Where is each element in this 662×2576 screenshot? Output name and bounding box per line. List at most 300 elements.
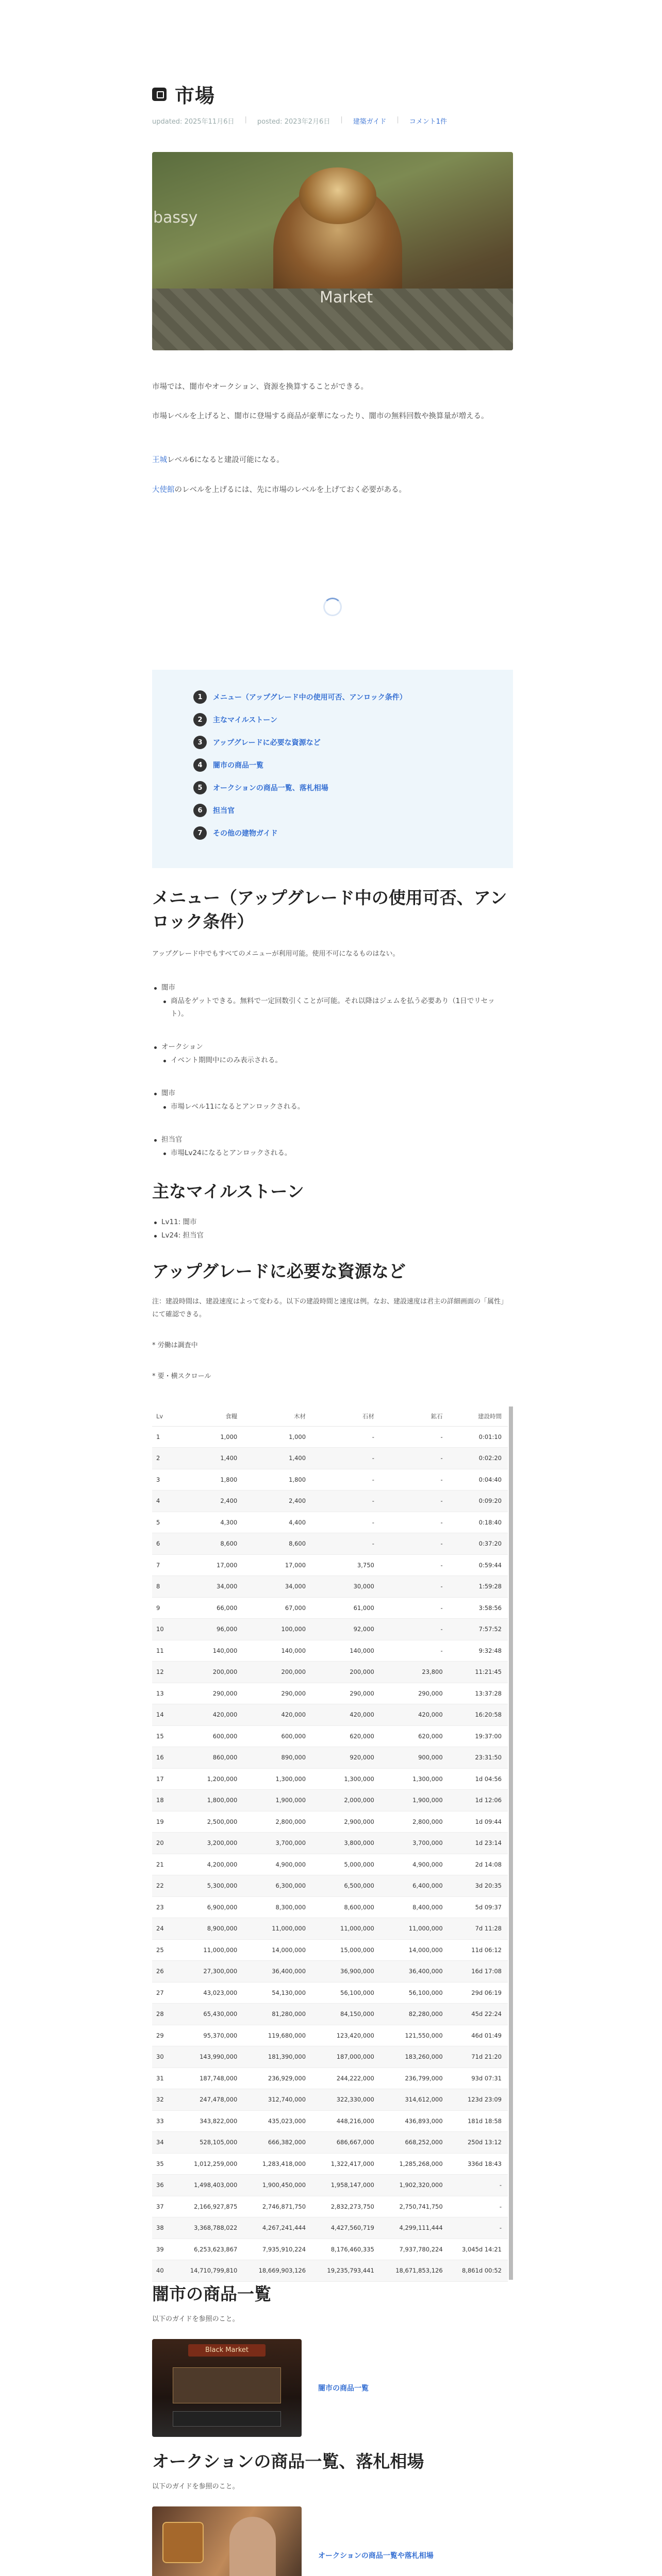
table-cell: 34,000 — [175, 1576, 243, 1598]
section-title-menu: メニュー（アップグレード中の使用可否、アンロック条件） — [152, 888, 507, 932]
table-cell: - — [312, 1426, 380, 1448]
table-cell: 21 — [152, 1854, 175, 1875]
table-cell: 343,822,000 — [175, 2110, 243, 2132]
table-cell: 9 — [152, 1597, 175, 1619]
table-cell: 0:01:10 — [449, 1426, 508, 1448]
table-cell: 8,900,000 — [175, 1918, 243, 1940]
table-cell: 6,400,000 — [380, 1875, 449, 1897]
intro-text-1: 市場では、闇市やオークション、資源を換算することができる。 — [152, 383, 369, 391]
table-header-cell: 食糧 — [175, 1406, 243, 1426]
table-cell: 3,750 — [312, 1554, 380, 1576]
table-cell: 1,900,450,000 — [243, 2175, 312, 2196]
post-meta: updated: 2025年11月6日 | posted: 2023年2月6日 | 建築ガイド | コメント1件 — [152, 116, 448, 126]
table-row — [152, 2089, 508, 2111]
table-row — [152, 2046, 508, 2068]
section-title-milestone: 主なマイルストーン — [152, 1181, 304, 1201]
table-row — [152, 2260, 508, 2282]
table-cell: 9:32:48 — [449, 1640, 508, 1662]
table-cell: 6,900,000 — [175, 1896, 243, 1918]
table-cell: - — [449, 2217, 508, 2239]
table-row — [152, 2196, 508, 2217]
table-cell: 36 — [152, 2175, 175, 2196]
resource-table-scroll[interactable] — [152, 1406, 513, 2280]
table-cell: - — [380, 1619, 449, 1640]
table-row — [152, 1426, 508, 1448]
table-cell: 7 — [152, 1554, 175, 1576]
table-row — [152, 1790, 508, 1811]
table-cell: 19 — [152, 1811, 175, 1833]
table-cell: 65,430,000 — [175, 2004, 243, 2025]
table-cell: 3 — [152, 1469, 175, 1490]
table-cell: 11,000,000 — [380, 1918, 449, 1940]
auction-note: 以下のガイドを参照のこと。 — [152, 2483, 239, 2490]
table-cell: 620,000 — [380, 1725, 449, 1747]
table-cell: 4,267,241,444 — [243, 2217, 312, 2239]
blackmarket-note: 以下のガイドを参照のこと。 — [152, 2315, 239, 2323]
table-cell: 250d 13:12 — [449, 2132, 508, 2154]
table-cell: 3,700,000 — [243, 1833, 312, 1854]
table-row — [152, 1533, 508, 1555]
table-cell: 143,990,000 — [175, 2046, 243, 2068]
table-cell: 11:21:45 — [449, 1662, 508, 1683]
table-cell: 14,710,799,810 — [175, 2260, 243, 2282]
table-cell: 183,260,000 — [380, 2046, 449, 2068]
table-cell: 0:09:20 — [449, 1490, 508, 1512]
table-header-cell: 建設時間 — [449, 1406, 508, 1426]
table-row — [152, 1704, 508, 1726]
table-cell: 5,000,000 — [312, 1854, 380, 1875]
table-cell: 1,902,320,000 — [380, 2175, 449, 2196]
table-cell: 1,300,000 — [312, 1768, 380, 1790]
table-cell: 920,000 — [312, 1747, 380, 1769]
blackmarket-card[interactable] — [152, 2339, 369, 2437]
table-cell: 8,600 — [175, 1533, 243, 1555]
table-cell: 32 — [152, 2089, 175, 2111]
table-cell: 56,100,000 — [312, 1982, 380, 2004]
table-cell: 36,900,000 — [312, 1961, 380, 1982]
table-cell: 1,400 — [175, 1448, 243, 1469]
blackmarket-thumbnail: Black Market — [152, 2339, 302, 2437]
table-cell: 1,012,259,000 — [175, 2153, 243, 2175]
table-cell: 3,200,000 — [175, 1833, 243, 1854]
table-row — [152, 2004, 508, 2025]
table-cell: 860,000 — [175, 1747, 243, 1769]
toc-item[interactable]: 7 その他の建物ガイド — [193, 826, 278, 840]
castle-link[interactable]: 王城 — [152, 456, 167, 464]
table-cell: 187,748,000 — [175, 2067, 243, 2089]
table-cell: 2,500,000 — [175, 1811, 243, 1833]
table-cell: 56,100,000 — [380, 1982, 449, 2004]
table-cell: - — [312, 1512, 380, 1533]
table-row — [152, 1512, 508, 1533]
table-cell: 236,929,000 — [243, 2067, 312, 2089]
table-cell: 27,300,000 — [175, 1961, 243, 1982]
table-cell: 3d 20:35 — [449, 1875, 508, 1897]
table-cell: 11d 06:12 — [449, 1939, 508, 1961]
table-cell: 1,498,403,000 — [175, 2175, 243, 2196]
resource-table — [152, 1406, 508, 2282]
table-cell: 528,105,000 — [175, 2132, 243, 2154]
table-cell: 4,427,560,719 — [312, 2217, 380, 2239]
table-cell: 2d 14:08 — [449, 1854, 508, 1875]
table-cell: 29d 06:19 — [449, 1982, 508, 2004]
table-cell: - — [380, 1533, 449, 1555]
table-cell: 900,000 — [380, 1747, 449, 1769]
table-cell: 66,000 — [175, 1597, 243, 1619]
embassy-link[interactable]: 大使館 — [152, 486, 175, 494]
section-title-auction: オークションの商品一覧、落札相場 — [152, 2451, 424, 2471]
table-cell: 11,000,000 — [243, 1918, 312, 1940]
toc-item[interactable]: 1 メニュー（アップグレード中の使用可否、アンロック条件） — [193, 690, 407, 704]
table-cell: 30 — [152, 2046, 175, 2068]
table-cell: 35 — [152, 2153, 175, 2175]
table-cell: 26 — [152, 1961, 175, 1982]
table-of-contents — [152, 670, 513, 868]
table-cell: 14,000,000 — [380, 1939, 449, 1961]
milestone-list: Lv11: 闇市 Lv24: 担当官 — [152, 1216, 204, 1242]
table-cell: 1,283,418,000 — [243, 2153, 312, 2175]
table-cell: 2,800,000 — [380, 1811, 449, 1833]
table-cell: 95,370,000 — [175, 2025, 243, 2046]
table-cell: - — [312, 1448, 380, 1469]
menu-note: アップグレード中でもすべてのメニューが利用可能。使用不可になるものはない。 — [152, 950, 400, 958]
table-cell: 6,253,623,867 — [175, 2239, 243, 2260]
table-cell: 1,400 — [243, 1448, 312, 1469]
toc-item[interactable]: 4 闇市の商品一覧 — [193, 758, 263, 772]
table-cell: 46d 01:49 — [449, 2025, 508, 2046]
table-cell: - — [380, 1576, 449, 1598]
table-row — [152, 1469, 508, 1490]
table-cell: 1,300,000 — [243, 1768, 312, 1790]
menu-list: 闇市 商品をゲットできる。無料で一定回数引くことが可能。それ以降はジェムを払う必要あり（1日でリセット）。 — [152, 981, 502, 1021]
auction-card[interactable] — [152, 2506, 434, 2576]
table-cell: 1,200,000 — [175, 1768, 243, 1790]
table-cell: 1,800,000 — [175, 1790, 243, 1811]
table-cell: 200,000 — [243, 1662, 312, 1683]
table-cell: 18,671,853,126 — [380, 2260, 449, 2282]
table-cell: 30,000 — [312, 1576, 380, 1598]
table-header-cell: 石材 — [312, 1406, 380, 1426]
table-cell: 34 — [152, 2132, 175, 2154]
table-cell: 7d 11:28 — [449, 1918, 508, 1940]
table-row — [152, 1896, 508, 1918]
table-cell: 1d 23:14 — [449, 1833, 508, 1854]
table-cell: - — [380, 1512, 449, 1533]
auction-thumbnail — [152, 2506, 302, 2576]
table-cell: 13:37:28 — [449, 1683, 508, 1704]
table-cell: 12 — [152, 1662, 175, 1683]
table-cell: 84,150,000 — [312, 2004, 380, 2025]
table-cell: 67,000 — [243, 1597, 312, 1619]
table-cell: 2,746,871,750 — [243, 2196, 312, 2217]
table-cell: 600,000 — [243, 1725, 312, 1747]
table-cell: 3,700,000 — [380, 1833, 449, 1854]
table-cell: 3,368,788,022 — [175, 2217, 243, 2239]
table-cell: 8,300,000 — [243, 1896, 312, 1918]
table-cell: 436,893,000 — [380, 2110, 449, 2132]
table-cell: 96,000 — [175, 1619, 243, 1640]
table-cell: 1,958,147,000 — [312, 2175, 380, 2196]
table-row — [152, 1725, 508, 1747]
table-cell: 23,800 — [380, 1662, 449, 1683]
table-cell: 322,330,000 — [312, 2089, 380, 2111]
table-cell: 187,000,000 — [312, 2046, 380, 2068]
table-cell: 119,680,000 — [243, 2025, 312, 2046]
toc-item[interactable]: 5 オークションの商品一覧、落札相場 — [193, 781, 328, 794]
table-cell: 1,000 — [175, 1426, 243, 1448]
table-cell: 28 — [152, 2004, 175, 2025]
table-cell: 6,300,000 — [243, 1875, 312, 1897]
table-row — [152, 1918, 508, 1940]
table-row — [152, 2025, 508, 2046]
table-cell: 1,322,417,000 — [312, 2153, 380, 2175]
table-cell: 2,400 — [243, 1490, 312, 1512]
table-row — [152, 1640, 508, 1662]
table-cell: - — [380, 1426, 449, 1448]
table-cell: 1:59:28 — [449, 1576, 508, 1598]
table-cell: 200,000 — [312, 1662, 380, 1683]
table-cell: 435,023,000 — [243, 2110, 312, 2132]
table-cell: 123d 23:09 — [449, 2089, 508, 2111]
table-cell: 1d 09:44 — [449, 1811, 508, 1833]
table-cell: 8,400,000 — [380, 1896, 449, 1918]
hero-label-left: bassy — [153, 209, 198, 227]
table-cell: 7,937,780,224 — [380, 2239, 449, 2260]
table-cell: 290,000 — [243, 1683, 312, 1704]
table-cell: 121,550,000 — [380, 2025, 449, 2046]
table-cell: 5d 09:37 — [449, 1896, 508, 1918]
table-cell: 312,740,000 — [243, 2089, 312, 2111]
table-cell: 8,600 — [243, 1533, 312, 1555]
table-cell: 19,235,793,441 — [312, 2260, 380, 2282]
table-cell: 11,000,000 — [312, 1918, 380, 1940]
page-heading: 市場 — [175, 84, 216, 107]
table-cell: 15 — [152, 1725, 175, 1747]
table-cell: 34,000 — [243, 1576, 312, 1598]
table-row — [152, 2217, 508, 2239]
table-header-cell: 鉱石 — [380, 1406, 449, 1426]
table-cell: 13 — [152, 1683, 175, 1704]
blackmarket-link[interactable]: 闇市の商品一覧 — [318, 2384, 369, 2393]
table-cell: 61,000 — [312, 1597, 380, 1619]
table-cell: - — [380, 1597, 449, 1619]
table-cell: 420,000 — [312, 1704, 380, 1726]
section-title-resources: アップグレードに必要な資源など — [152, 1261, 406, 1281]
table-cell: 666,382,000 — [243, 2132, 312, 2154]
table-cell: 10 — [152, 1619, 175, 1640]
table-cell: 2 — [152, 1448, 175, 1469]
resource-note: 注：建設時間は、建設速度によって変わる。以下の建設時間と速度は例。なお、建設速度は君主の詳細画面の「属性」にて確認できる。 — [152, 1298, 508, 1318]
table-cell: 140,000 — [312, 1640, 380, 1662]
table-cell: - — [449, 2196, 508, 2217]
table-cell: 36,400,000 — [380, 1961, 449, 1982]
table-cell: 4,400 — [243, 1512, 312, 1533]
table-cell: 8,861d 00:52 — [449, 2260, 508, 2282]
table-header-cell: Lv — [152, 1406, 175, 1426]
toc-item[interactable]: 3 アップグレードに必要な資源など — [193, 736, 321, 749]
table-cell: 27 — [152, 1982, 175, 2004]
table-cell: 2,832,273,750 — [312, 2196, 380, 2217]
table-cell: 4,300 — [175, 1512, 243, 1533]
table-cell: 420,000 — [243, 1704, 312, 1726]
hero-image — [152, 152, 513, 350]
table-cell: 3,045d 14:21 — [449, 2239, 508, 2260]
table-cell: 22 — [152, 1875, 175, 1897]
table-row — [152, 2132, 508, 2154]
table-row — [152, 1875, 508, 1897]
table-row — [152, 1576, 508, 1598]
table-row — [152, 1554, 508, 1576]
table-cell: 24 — [152, 1918, 175, 1940]
table-cell: 123,420,000 — [312, 2025, 380, 2046]
table-row — [152, 2110, 508, 2132]
table-cell: 40 — [152, 2260, 175, 2282]
table-cell: 2,800,000 — [243, 1811, 312, 1833]
speed-note: * 労働は調査中 — [152, 1342, 198, 1349]
table-row — [152, 1811, 508, 1833]
table-cell: 140,000 — [175, 1640, 243, 1662]
table-cell: 1,800 — [175, 1469, 243, 1490]
table-cell: 890,000 — [243, 1747, 312, 1769]
table-cell: 18 — [152, 1790, 175, 1811]
table-cell: 2,900,000 — [312, 1811, 380, 1833]
table-cell: 0:59:44 — [449, 1554, 508, 1576]
menu-list: 闇市 市場レベル11になるとアンロックされる。 — [152, 1087, 304, 1113]
menu-list: 担当官 市場Lv24になるとアンロックされる。 — [152, 1133, 291, 1160]
table-row — [152, 1662, 508, 1683]
table-cell: 93d 07:31 — [449, 2067, 508, 2089]
table-cell: 4,900,000 — [243, 1854, 312, 1875]
table-cell: 1,000 — [243, 1426, 312, 1448]
section-title-blackmarket: 闇市の商品一覧 — [152, 2284, 271, 2304]
posted-date: posted: 2023年2月6日 — [257, 118, 330, 126]
table-cell: 19:37:00 — [449, 1725, 508, 1747]
table-cell: - — [380, 1554, 449, 1576]
table-cell: 33 — [152, 2110, 175, 2132]
table-row — [152, 2067, 508, 2089]
menu-list: オークション イベント期間中にのみ表示される。 — [152, 1041, 282, 1067]
table-cell: 236,799,000 — [380, 2067, 449, 2089]
table-row — [152, 1854, 508, 1875]
table-cell: 2,400 — [175, 1490, 243, 1512]
table-cell: 25 — [152, 1939, 175, 1961]
table-cell: - — [312, 1490, 380, 1512]
table-cell: 2,166,927,875 — [175, 2196, 243, 2217]
table-cell: 1 — [152, 1426, 175, 1448]
comments-link[interactable]: コメント1件 — [409, 118, 448, 126]
table-cell: 14,000,000 — [243, 1939, 312, 1961]
table-cell: 4 — [152, 1490, 175, 1512]
table-cell: - — [380, 1469, 449, 1490]
table-row — [152, 2153, 508, 2175]
table-cell: 8 — [152, 1576, 175, 1598]
table-cell: 81,280,000 — [243, 2004, 312, 2025]
table-cell: 29 — [152, 2025, 175, 2046]
toc-item[interactable]: 2 主なマイルストーン — [193, 713, 277, 726]
table-cell: 17 — [152, 1768, 175, 1790]
table-cell: 8,600,000 — [312, 1896, 380, 1918]
table-cell: 4,299,111,444 — [380, 2217, 449, 2239]
hero-label-market: Market — [320, 289, 373, 307]
table-cell: 1,800 — [243, 1469, 312, 1490]
scroll-note: * 要・横スクロール — [152, 1372, 211, 1380]
table-cell: 668,252,000 — [380, 2132, 449, 2154]
table-cell: 2,000,000 — [312, 1790, 380, 1811]
table-cell: 420,000 — [380, 1704, 449, 1726]
table-cell: 0:02:20 — [449, 1448, 508, 1469]
page-title — [152, 80, 215, 108]
table-cell: 8,176,460,335 — [312, 2239, 380, 2260]
updated-date: updated: 2025年11月6日 — [152, 118, 235, 126]
table-cell: 5,300,000 — [175, 1875, 243, 1897]
table-cell: 3:58:56 — [449, 1597, 508, 1619]
table-cell: 314,612,000 — [380, 2089, 449, 2111]
table-row — [152, 1768, 508, 1790]
table-row — [152, 1597, 508, 1619]
table-row — [152, 1982, 508, 2004]
table-cell: 43,023,000 — [175, 1982, 243, 2004]
table-cell: 16 — [152, 1747, 175, 1769]
table-cell: 290,000 — [380, 1683, 449, 1704]
table-cell: 1,300,000 — [380, 1768, 449, 1790]
auction-link[interactable]: オークションの商品一覧や落札相場 — [318, 2552, 434, 2560]
table-cell: 23:31:50 — [449, 1747, 508, 1769]
table-cell: - — [380, 1490, 449, 1512]
table-cell: 4,900,000 — [380, 1854, 449, 1875]
table-cell: 54,130,000 — [243, 1982, 312, 2004]
table-cell: 600,000 — [175, 1725, 243, 1747]
table-cell: 1,900,000 — [243, 1790, 312, 1811]
table-cell: 16d 17:08 — [449, 1961, 508, 1982]
table-cell: 7:57:52 — [449, 1619, 508, 1640]
table-cell: - — [380, 1640, 449, 1662]
table-cell: 14 — [152, 1704, 175, 1726]
table-cell: 39 — [152, 2239, 175, 2260]
table-row — [152, 1939, 508, 1961]
book-icon — [152, 88, 167, 101]
category-link[interactable]: 建築ガイド — [353, 118, 387, 126]
table-row — [152, 1747, 508, 1769]
table-row — [152, 1683, 508, 1704]
table-cell: 37 — [152, 2196, 175, 2217]
table-cell: 4,200,000 — [175, 1854, 243, 1875]
table-cell: 36,400,000 — [243, 1961, 312, 1982]
table-cell: - — [449, 2175, 508, 2196]
table-header-cell: 木材 — [243, 1406, 312, 1426]
table-cell: - — [380, 1448, 449, 1469]
table-row — [152, 1961, 508, 1982]
table-cell: 11,000,000 — [175, 1939, 243, 1961]
intro-text-3: 王城レベル6になると建設可能になる。 — [152, 456, 284, 464]
table-cell: 1d 04:56 — [449, 1768, 508, 1790]
table-cell: 244,222,000 — [312, 2067, 380, 2089]
table-cell: 20 — [152, 1833, 175, 1854]
table-cell: 31 — [152, 2067, 175, 2089]
table-cell: 448,216,000 — [312, 2110, 380, 2132]
table-cell: 1,900,000 — [380, 1790, 449, 1811]
table-cell: 290,000 — [175, 1683, 243, 1704]
table-row — [152, 2175, 508, 2196]
toc-item[interactable]: 6 担当官 — [193, 804, 235, 817]
table-cell: 17,000 — [243, 1554, 312, 1576]
table-cell: 247,478,000 — [175, 2089, 243, 2111]
table-cell: 16:20:58 — [449, 1704, 508, 1726]
table-cell: 15,000,000 — [312, 1939, 380, 1961]
table-row — [152, 2239, 508, 2260]
table-cell: 0:18:40 — [449, 1512, 508, 1533]
table-cell: 92,000 — [312, 1619, 380, 1640]
table-cell: 23 — [152, 1896, 175, 1918]
